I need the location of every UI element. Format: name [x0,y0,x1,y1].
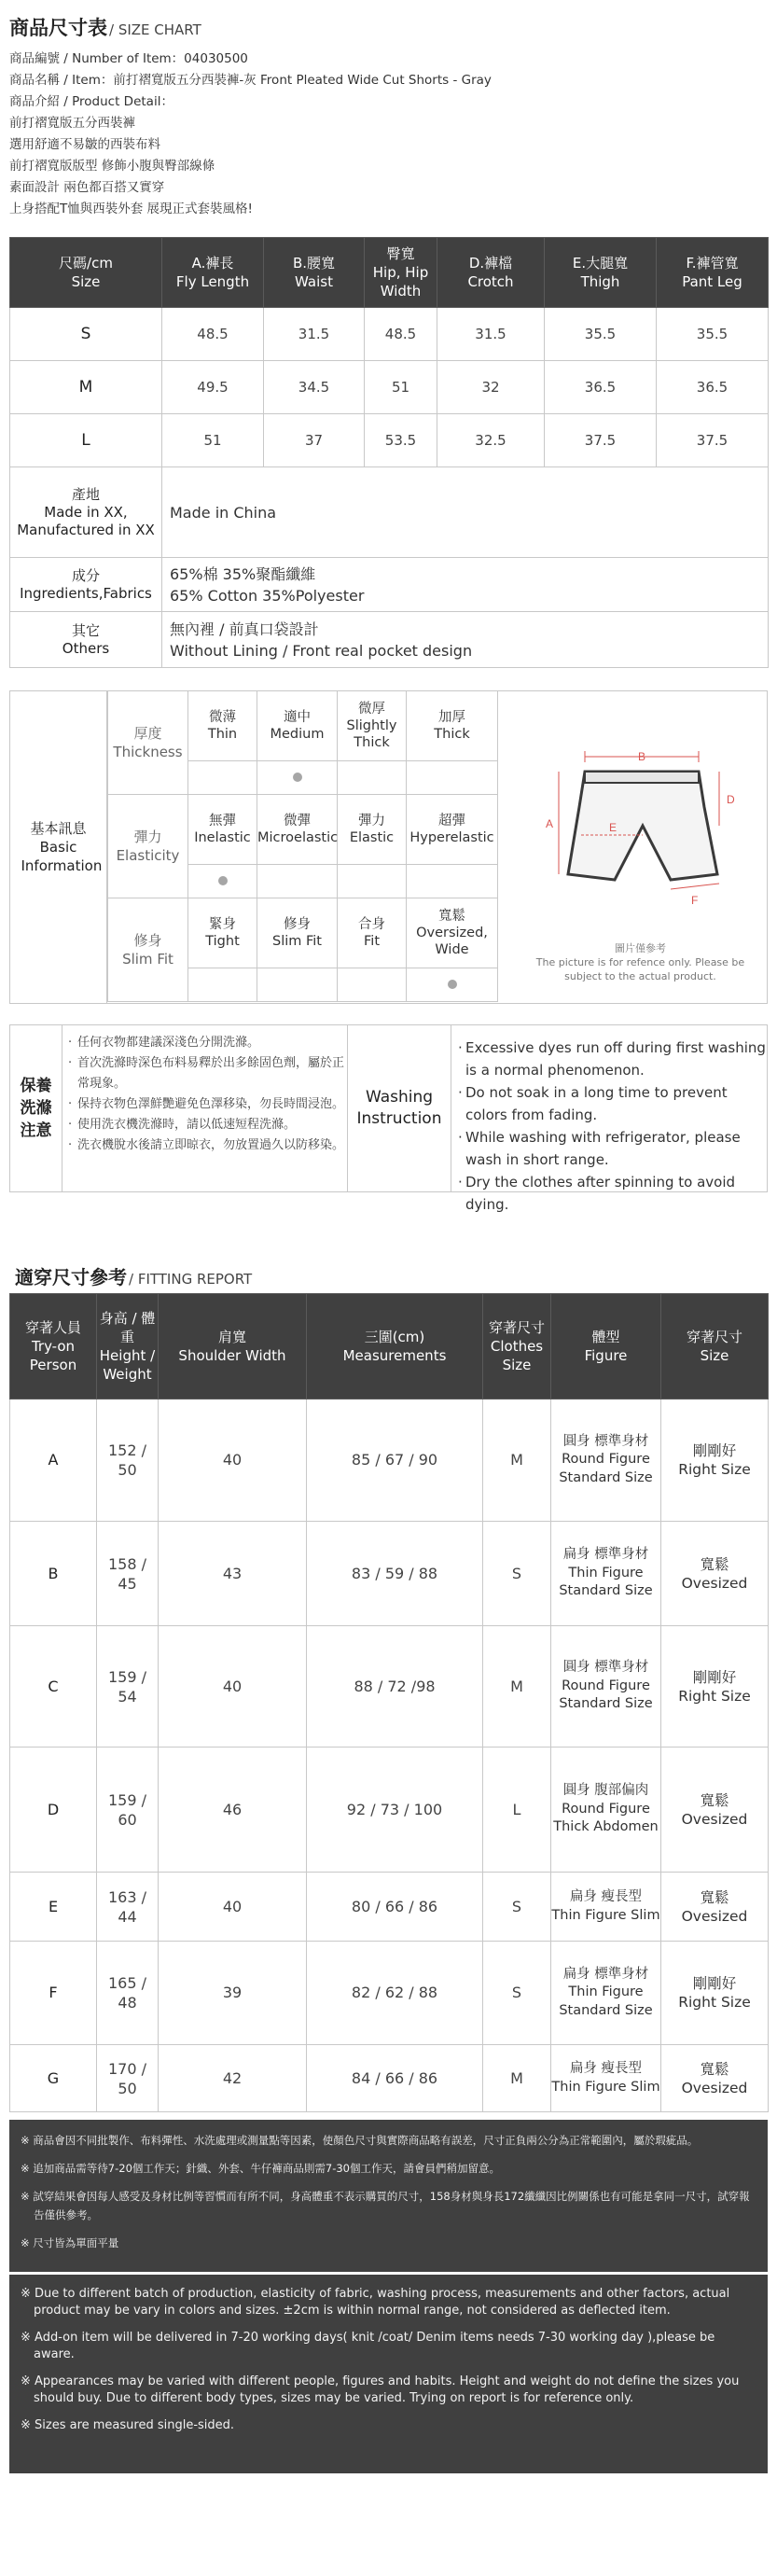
fitting-header-row [10,1294,769,1399]
header-try-on-person: 穿著人員 Try-on Person [10,1294,97,1399]
note-item: ※ Appearances may be varied with different people, figures and habits. Height and weight do not define the sizes you should buy. Due to different body types, sizes may be varied. Trying on report is for reference only. [21,2374,740,2405]
note-item: ※ 尺寸皆為單面平量 [21,2236,119,2249]
title-zh: 商品尺寸表 [9,17,107,39]
size-value: 34.5 [264,361,365,414]
option-microelastic: 微彈 Microelastic [257,795,338,865]
size-chart-header [9,13,768,220]
product-details [9,49,768,220]
notes-en-panel [9,2275,768,2473]
header-fit: 穿著尺寸 Size [661,1294,769,1399]
header-thigh: E.大腿寬 Thigh [545,238,657,308]
note-item: ※ Sizes are measured single-sided. [21,2418,235,2432]
header-shoulder: 肩寬 Shoulder Width [159,1294,307,1399]
option-slim-fit: 修身 Slim Fit [257,898,338,968]
note-item: ※ 試穿結果會因每人感受及身材比例等習慣而有所不同，身高體重不表示購買的尺寸，158身材與身長172纖纖因比例關係也有可能是拿同一尺寸，試穿報告僅供參考。 [21,2190,750,2221]
fitting-row: G 170 / 50 42 84 / 66 / 86 M 扁身 瘦長型 Thin Figure Slim 寬鬆 Ovesized [10,2045,769,2112]
fitting-row: B 158 / 45 43 83 / 59 / 88 S 扁身 標準身材 Thin Figure Standard Size 寬鬆 Ovesized [10,1522,769,1626]
size-value: 32 [437,361,545,414]
fitting-row: F 165 / 48 39 82 / 62 / 88 S 扁身 標準身材 Thin Figure Standard Size 剛剛好 Right Size [10,1942,769,2045]
detail-line: 前打褶寬版版型 修飾小腹與臀部線條 [9,159,215,174]
option-oversized: 寬鬆 Oversized, Wide [407,898,498,968]
fitting-row: D 159 / 60 46 92 / 73 / 100 L 圓身 腹部偏肉 Round Figure Thick Abdomen 寬鬆 Ovesized [10,1748,769,1873]
washing-item: · 任何衣物都建議深淺色分開洗滌。 [68,1033,348,1053]
size-row-l [10,414,769,467]
option-medium: 適中 Medium [257,691,338,761]
shorts-outline [568,772,717,880]
size-row-s [10,308,769,361]
option-thin: 微薄 Thin [188,691,257,761]
other-value: 無內裡 / 前真口袋設計 Without Lining / Front real pocket design [162,612,769,668]
header-clothes-size: 穿著尺寸 Clothes Size [483,1294,551,1399]
size-value: 31.5 [264,308,365,361]
option-tight: 緊身 Tight [188,898,257,968]
size-value: 36.5 [657,361,769,414]
thickness-label: 厚度 Thickness [108,691,188,795]
washing-item: · 保持衣物色澤鮮艷避免色澤移染，勿長時間浸泡。 [68,1094,348,1115]
washing-item: · Do not soak in a long time to prevent colors from fading. [458,1081,766,1126]
size-chart-table [9,237,769,668]
size-label: S [10,308,162,361]
size-value: 49.5 [162,361,264,414]
option-fit: 合身 Fit [338,898,407,968]
detail-line: 選用舒適不易皺的西裝布料 [9,137,160,152]
washing-label-zh: 保養 洗滌 注意 [10,1025,62,1191]
washing-list-en [458,1037,766,1216]
size-label: M [10,361,162,414]
selected-dot [218,876,228,885]
size-value: 53.5 [365,414,437,467]
size-value: 31.5 [437,308,545,361]
washing-instruction-panel [9,1024,768,1213]
header-fly-length: A.褲長 Fly Length [162,238,264,308]
fabric-value: 65%棉 35%聚酯纖維 65% Cotton 35%Polyester [162,558,769,612]
header-figure: 體型 Figure [551,1294,661,1399]
origin-row [10,467,769,558]
basic-information-panel [9,690,768,1004]
header-size: 尺碼/cm Size [10,238,162,308]
fitting-row: E 163 / 44 40 80 / 66 / 86 S 扁身 瘦長型 Thin Figure Slim 寬鬆 Ovesized [10,1873,769,1942]
header-measurements: 三圍(cm) Measurements [307,1294,483,1399]
label-e: E [609,821,617,834]
size-value: 51 [365,361,437,414]
option-hyperelastic: 超彈 Hyperelastic [407,795,498,865]
elasticity-label: 彈力 Elasticity [108,795,188,898]
fitting-report-table [9,1293,769,2112]
label-b: B [637,750,646,763]
label-f: F [691,894,699,907]
waistband [585,772,699,783]
header-hip: 臀寬 Hip, Hip Width [365,238,437,308]
size-value: 35.5 [657,308,769,361]
size-label: L [10,414,162,467]
size-value: 48.5 [365,308,437,361]
detail-line: 商品編號 / Number of Item：04030500 [9,51,248,66]
size-value: 48.5 [162,308,264,361]
pant-leg-measure-line [671,884,719,889]
header-height-weight: 身高 / 體重 Height / Weight [97,1294,159,1399]
note-item: ※ Add-on item will be delivered in 7-20 working days( knit /coat/ Denim items needs 7-30 working day ),please be aware. [21,2331,715,2361]
washing-item: · While washing with refrigerator, please wash in short range. [458,1126,766,1171]
washing-item: · Excessive dyes run off during first washing is a normal phenomenon. [458,1037,766,1081]
origin-value: Made in China [162,467,769,558]
size-value: 37.5 [657,414,769,467]
size-value: 37 [264,414,365,467]
washing-item: · 洗衣機脫水後請立即晾衣，勿放置過久以防移染。 [68,1135,348,1156]
other-label: 其它 Others [10,612,162,668]
size-value: 51 [162,414,264,467]
header-waist: B.腰寬 Waist [264,238,365,308]
washing-list-zh [68,1033,348,1156]
diagram-caption: 圖片僅參考 The picture is for refence only. Please be subject to the actual product. [535,942,745,982]
washing-item: · 首次洗滌時深色布料易釋於出多餘固色劑，屬於正常現象。 [68,1053,348,1094]
header-crotch: D.褲檔 Crotch [437,238,545,308]
option-slightly-thick: 微厚 Slightly Thick [338,691,407,761]
washing-item: · 使用洗衣機洗滌時，請以低速短程洗滌。 [68,1115,348,1135]
page-title [9,13,768,41]
size-value: 35.5 [545,308,657,361]
note-item: ※ 追加商品需等待7-20個工作天；針織、外套、牛仔褲商品則需7-30個工作天，請會員們稍加留意。 [21,2162,500,2175]
washing-item: · Dry the clothes after spinning to avoid dying. [458,1171,766,1216]
detail-line: 商品介紹 / Product Detail： [9,94,173,109]
title-en: / SIZE CHART [109,21,201,38]
detail-line: 商品名稱 / Item：前打褶寬版五分西裝褲-灰 Front Pleated Wide Cut Shorts - Gray [9,73,492,88]
note-item: ※ Due to different batch of production, elasticity of fabric, washing process, measurements and other factors, actual product may be vary in colors and sizes. ±2cm is within normal range, not considered as deflected item. [21,2287,730,2318]
attribute-table [107,690,498,1002]
header-pant-leg: F.褲管寬 Pant Leg [657,238,769,308]
size-value: 36.5 [545,361,657,414]
fitting-row: A 152 / 50 40 85 / 67 / 90 M 圓身 標準身材 Round Figure Standard Size 剛剛好 Right Size [10,1399,769,1522]
note-item: ※ 商品會因不同批製作、布料彈性、水洗處理或測量點等因素，使顏色尺寸與實際商品略有誤差，尺寸正負兩公分為正常範圍內，屬於瑕疵品。 [21,2134,699,2147]
label-a: A [546,817,554,830]
slim-fit-label: 修身 Slim Fit [108,898,188,1002]
option-inelastic: 無彈 Inelastic [188,795,257,865]
size-chart-header-row [10,238,769,308]
label-d: D [727,793,735,806]
fitting-report-title: 適穿尺寸參考 / FITTING REPORT [15,1266,253,1288]
fabric-label: 成分 Ingredients,Fabrics [10,558,162,612]
detail-line: 素面設計 兩色都百搭又實穿 [9,180,165,195]
washing-label-en: Washing Instruction [347,1025,451,1191]
other-row [10,612,769,668]
detail-line: 上身搭配T恤與西裝外套 展現正式套裝風格! [9,202,253,216]
selected-dot [293,773,302,782]
size-value: 32.5 [437,414,545,467]
detail-line: 前打褶寬版五分西裝褲 [9,116,135,131]
fitting-row: C 159 / 54 40 88 / 72 /98 M 圓身 標準身材 Round Figure Standard Size 剛剛好 Right Size [10,1626,769,1748]
option-elastic: 彈力 Elastic [338,795,407,865]
fabric-row [10,558,769,612]
selected-dot [448,980,457,989]
notes-zh-panel [9,2120,768,2272]
basic-information-label: 基本訊息 Basic Information [10,691,107,1003]
size-row-m [10,361,769,414]
origin-label: 產地 Made in XX, Manufactured in XX [10,467,162,558]
size-value: 37.5 [545,414,657,467]
option-thick: 加厚 Thick [407,691,498,761]
